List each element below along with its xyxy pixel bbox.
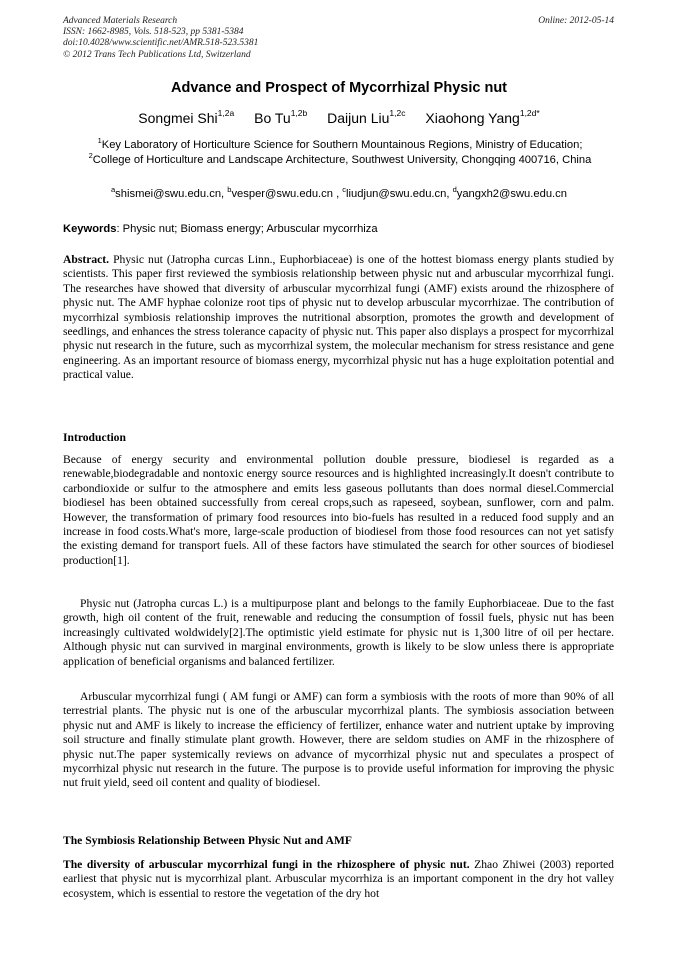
keywords bbox=[63, 223, 378, 235]
author: Songmei Shi$^{1,2a}$ bbox=[138, 108, 235, 126]
email[interactable]: $^a$shismei@swu.edu.cn, bbox=[111, 185, 225, 200]
abstract bbox=[63, 253, 614, 383]
affiliation-2: $^2$College of Horticulture and Landscape Architecture, Southwest University, Chongqing 400716, China bbox=[88, 150, 592, 166]
keywords-label: Keywords bbox=[63, 223, 117, 235]
intro-paragraph-3: Arbuscular mycorrhizal fungi ( AM fungi or AMF) can form a symbiosis with the roots of more than 90% of all terrestrial plants. The physic nut is one of the arbuscular mycorrhizal plants. The symbiosis association between physic nut and AMF is likely to increase the efficiency of fertilizer, enhance water and nutrient uptake by improving soil structure and finally stimulate plant growth. However, there are seldom studies on AMF in the rhizosphere of physic nut.The paper systemically reviews on advance of mycorrhizal physic nut and speculates a prospect of mycorrhizal physic nut research in the future. The purpose is to provide useful information for improving the physic nut fruit yield, seed oil content and quality of biodiesel. bbox=[63, 690, 614, 790]
author: Daijun Liu$^{1,2c}$ bbox=[327, 108, 406, 126]
author: Xiaohong Yang$^{1,2d*}$ bbox=[425, 108, 540, 126]
author-emails bbox=[0, 185, 678, 200]
journal-header bbox=[63, 16, 258, 61]
email[interactable]: $^b$vesper@swu.edu.cn , bbox=[227, 185, 340, 200]
journal-name: Advanced Materials Research bbox=[63, 16, 178, 26]
affiliations bbox=[60, 138, 620, 167]
email[interactable]: $^d$yangxh2@swu.edu.cn bbox=[452, 185, 567, 200]
section-heading-introduction: Introduction bbox=[63, 431, 126, 444]
symbiosis-lead: The diversity of arbuscular mycorrhizal fungi in the rhizosphere of physic nut. bbox=[63, 858, 470, 871]
abstract-text: Physic nut (Jatropha curcas Linn., Euphorbiaceae) is one of the hottest biomass energy plants studied by scientists. This paper first reviewed the symbiosis relationship between physic nut and arbuscular mycorrhizal fungi. The researches have showed that diversity of arbuscular mycorrhizal fungi (AMF) exists around the rhizosphere of physic nut. The AMF hyphae colonize root tips of physic nut to develop arbuscular mycorrhizae. The contribution of mycorrhizal symbiosis relationship improves the nutritional absorption, promotes the growth and development of seedlings, and enhances the stress tolerance capacity of physic nut. This paper also displays a prospect for mycorrhizal physic nut research in the future, such as mycorrhizal system, the molecular mechanism for stress resistance and gene engineering. As an important resource of biomass energy, mycorrhizal physic nut has a huge exploitation potential and practical value. bbox=[63, 253, 614, 382]
copyright-line: © 2012 Trans Tech Publications Ltd, Switzerland bbox=[63, 49, 251, 60]
section-heading-symbiosis: The Symbiosis Relationship Between Physic Nut and AMF bbox=[63, 834, 352, 847]
intro-paragraph-1: Because of energy security and environmental pollution double pressure, biodiesel is regarded as a renewable,biodegradable and nontoxic energy source resources and is highlighted increasingly.It doesn't contribute to carbondioxide or sulfur to the atmosphere and emits less gaseous pollutants than does normal diesel.Commercial biodiesel has been obtained successfully from cereal crops,such as rapeseed, soybean, sunflower, corn and palm. However, the transformation of primary food resources into bio-fuels has resulted in a reduced food supply and an increase in food costs.What's more, large-scale production of biodiesel from those food resources can not yet satisfy the existing demand for transport fuels. All of these factors have stimulated the search for other sources of biodiesel production[1]. bbox=[63, 453, 614, 567]
online-date: Online: 2012-05-14 bbox=[538, 16, 614, 26]
abstract-label: Abstract. bbox=[63, 253, 110, 266]
paper-title: Advance and Prospect of Mycorrhizal Physic nut bbox=[171, 80, 507, 96]
symbiosis-text: Zhao Zhiwei (2003) reported earliest that physic nut is mycorrhizal plant. Arbuscular mycorrhiza is an important component in the dry hot valley ecosystem, which is essential to restore the vegetation of the dry hot bbox=[63, 858, 614, 900]
author-list bbox=[0, 110, 678, 126]
symbiosis-paragraph bbox=[63, 858, 614, 901]
intro-paragraph-2: Physic nut (Jatropha curcas L.) is a multipurpose plant and belongs to the family Euphorbiaceae. Due to the fast growth, high oil content of the fruit, renewable and reducing the consumption of fossil fuels, physic nut has been increasingly cultivated woldwidely[2].The optimistic yield estimate for physic nut is 1,300 litre of oil per hectare. Although physic nut can survived in marginal environments, growth is likely to be slow unless there is appropriate application of beneficial organisms and balanced fertilizer. bbox=[63, 597, 614, 668]
doi-line: doi:10.4028/www.scientific.net/AMR.518-523.5381 bbox=[63, 38, 259, 49]
issn-line: ISSN: 1662-8985, Vols. 518-523, pp 5381-5384 bbox=[63, 27, 244, 38]
author: Bo $Tu^{1,2b}$ bbox=[254, 108, 308, 126]
email[interactable]: $^c$liudjun@swu.edu.cn, bbox=[342, 185, 450, 200]
keywords-text: : Physic nut; Biomass energy; Arbuscular mycorrhiza bbox=[116, 223, 378, 235]
affiliation-1: $^1$Key Laboratory of Horticulture Science for Southern Mountainous Regions, Ministry of Education; bbox=[97, 136, 583, 151]
